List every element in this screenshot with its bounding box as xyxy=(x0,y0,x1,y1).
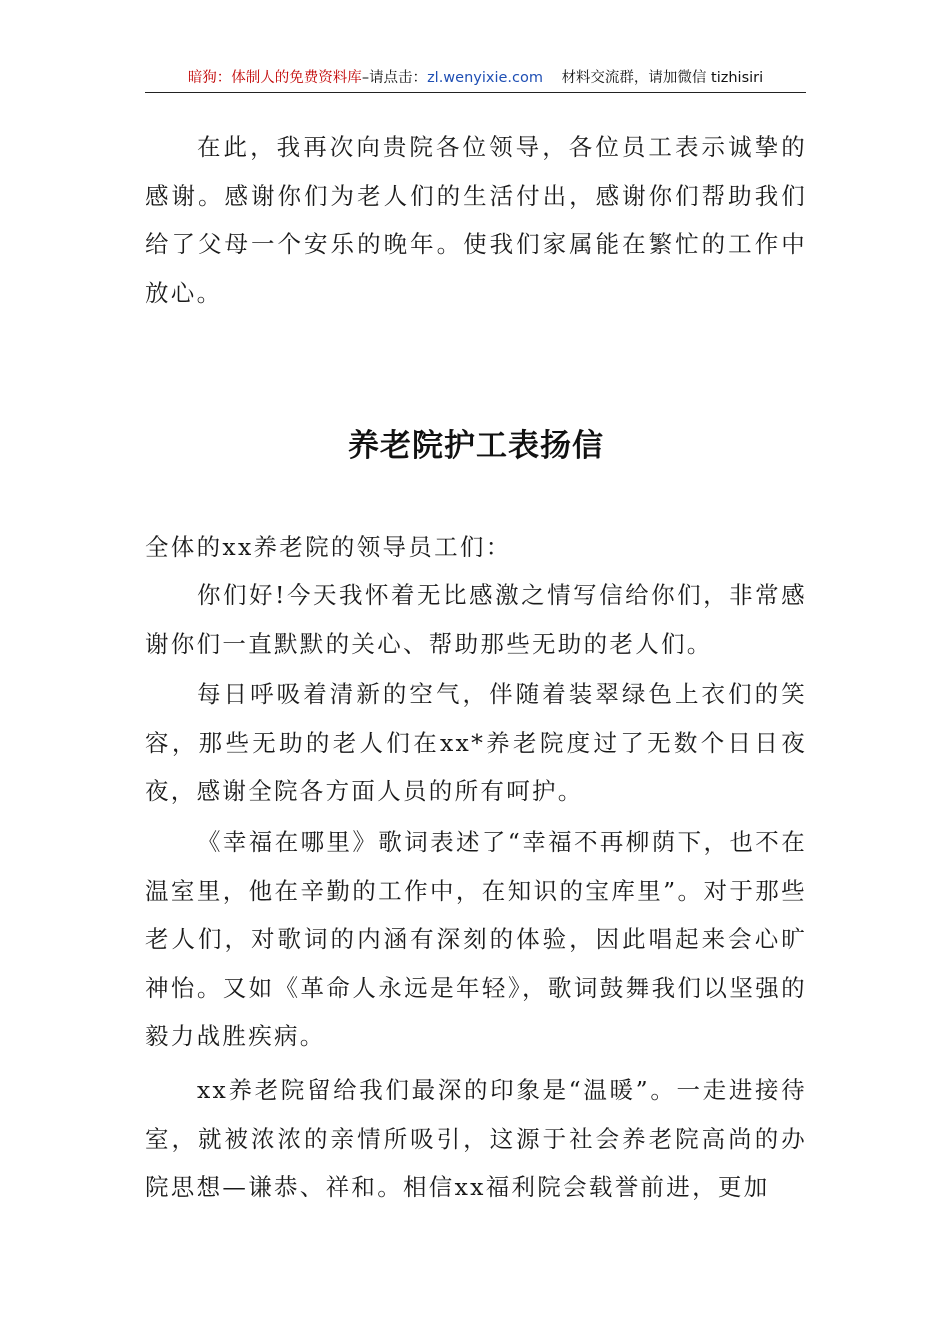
letter-paragraph-2: 每日呼吸着清新的空气，伴随着装翠绿色上衣们的笑容，那些无助的老人们在xx*养老院度过了无数个日日夜夜，感谢全院各方面人员的所有呵护。 xyxy=(145,680,807,805)
header-group-text: 材料交流群，请加微信 tizhisiri xyxy=(561,70,764,86)
letter-paragraph-3: 《幸福在哪里》歌词表述了“幸福不再柳荫下，也不在温室里，他在辛勤的工作中，在知识的宝库里”。对于那些老人们，对歌词的内涵有深刻的体验，因此唱起来会心旷神怡。又如《革命人永远是年轻》，歌词鼓舞我们以坚强的毅力战胜疾病。 xyxy=(145,828,807,1050)
letter-title: 养老院护工表扬信 xyxy=(348,428,604,464)
letter-paragraph-4: xx养老院留给我们最深的印象是“温暖”。一走进接待室，就被浓浓的亲情所吸引，这源于社会养老院高尚的办院思想—谦恭、祥和。相信xx福利院会载誉前进，更加 xyxy=(145,1076,807,1201)
header-url-link[interactable]: zl.wenyixie.com xyxy=(427,70,543,86)
letter-paragraph-1: 你们好!今天我怀着无比感激之情写信给你们，非常感谢你们一直默默的关心、帮助那些无助的老人们。 xyxy=(145,581,807,658)
letter-salutation: 全体的xx养老院的领导员工们： xyxy=(145,533,512,561)
header-click-prompt: –请点击： xyxy=(361,70,428,86)
intro-paragraph: 在此，我再次向贵院各位领导，各位员工表示诚挚的感谢。感谢你们为老人们的生活付出，感谢你们帮助我们给了父母一个安乐的晚年。使我们家属能在繁忙的工作中放心。 xyxy=(145,133,807,307)
page-header xyxy=(145,68,806,93)
header-site-name: 暗狗：体制人的免费资料库 xyxy=(187,70,362,86)
